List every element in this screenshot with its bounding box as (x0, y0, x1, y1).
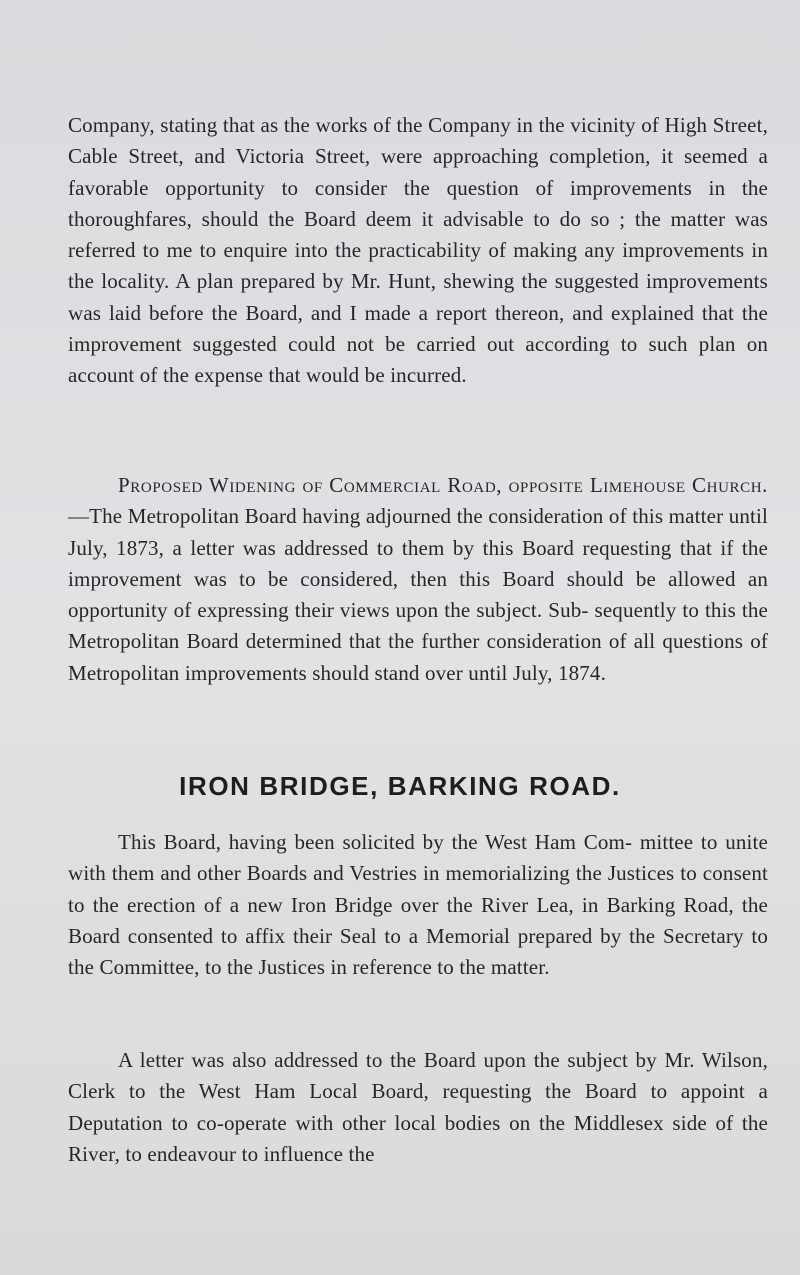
paragraph-letter-wilson: A letter was also addressed to the Board upon the subject by Mr. Wilson, Clerk to the West Ham Local Board, requesting the Board to appoint a Deputation to co-operate with other local bodies on the Middlesex side of the River, to endeavour to influence the (68, 1048, 768, 1166)
section-heading-iron-bridge: IRON BRIDGE, BARKING ROAD. (179, 771, 621, 801)
paragraph-commercial-road-body: —The Metropolitan Board having adjourned the consideration of this matter until July, 1873, a letter was addressed to them by this Board requesting that if the improvement was to be considered, then this Board should be allowed an opportunity of expressing their views upon the subject. Sub- sequently to this the Metropolitan Board determined that the further consideration of all questions of Metropolitan improvements should stand over until July, 1874. (68, 504, 768, 685)
paragraph-commercial-road (68, 470, 768, 689)
paragraph-iron-bridge: This Board, having been solicited by the West Ham Com- mittee to unite with them and other Boards and Vestries in memorializing the Justices to consent to the erection of a new Iron Bridge over the River Lea, in Barking Road, the Board consented to affix their Seal to a Memorial prepared by the Secretary to the Committee, to the Justices in reference to the matter. (68, 830, 768, 980)
paragraph-commercial-road-heading: Proposed Widening of Commercial Road, opposite Limehouse Church. (118, 473, 768, 497)
paragraph-improvements: Company, stating that as the works of the Company in the vicinity of High Street, Cable Street, and Victoria Street, were approaching completion, it seemed a favorable opportunity to consider the question of improvements in the thoroughfares, should the Board deem it advisable to do so ; the matter was referred to me to enquire into the practicability of making any improvements in the locality. A plan prepared by Mr. Hunt, shewing the suggested improvements was laid before the Board, and I made a report thereon, and explained that the improvement suggested could not be carried out according to such plan on account of the expense that would be incurred. (68, 113, 768, 388)
